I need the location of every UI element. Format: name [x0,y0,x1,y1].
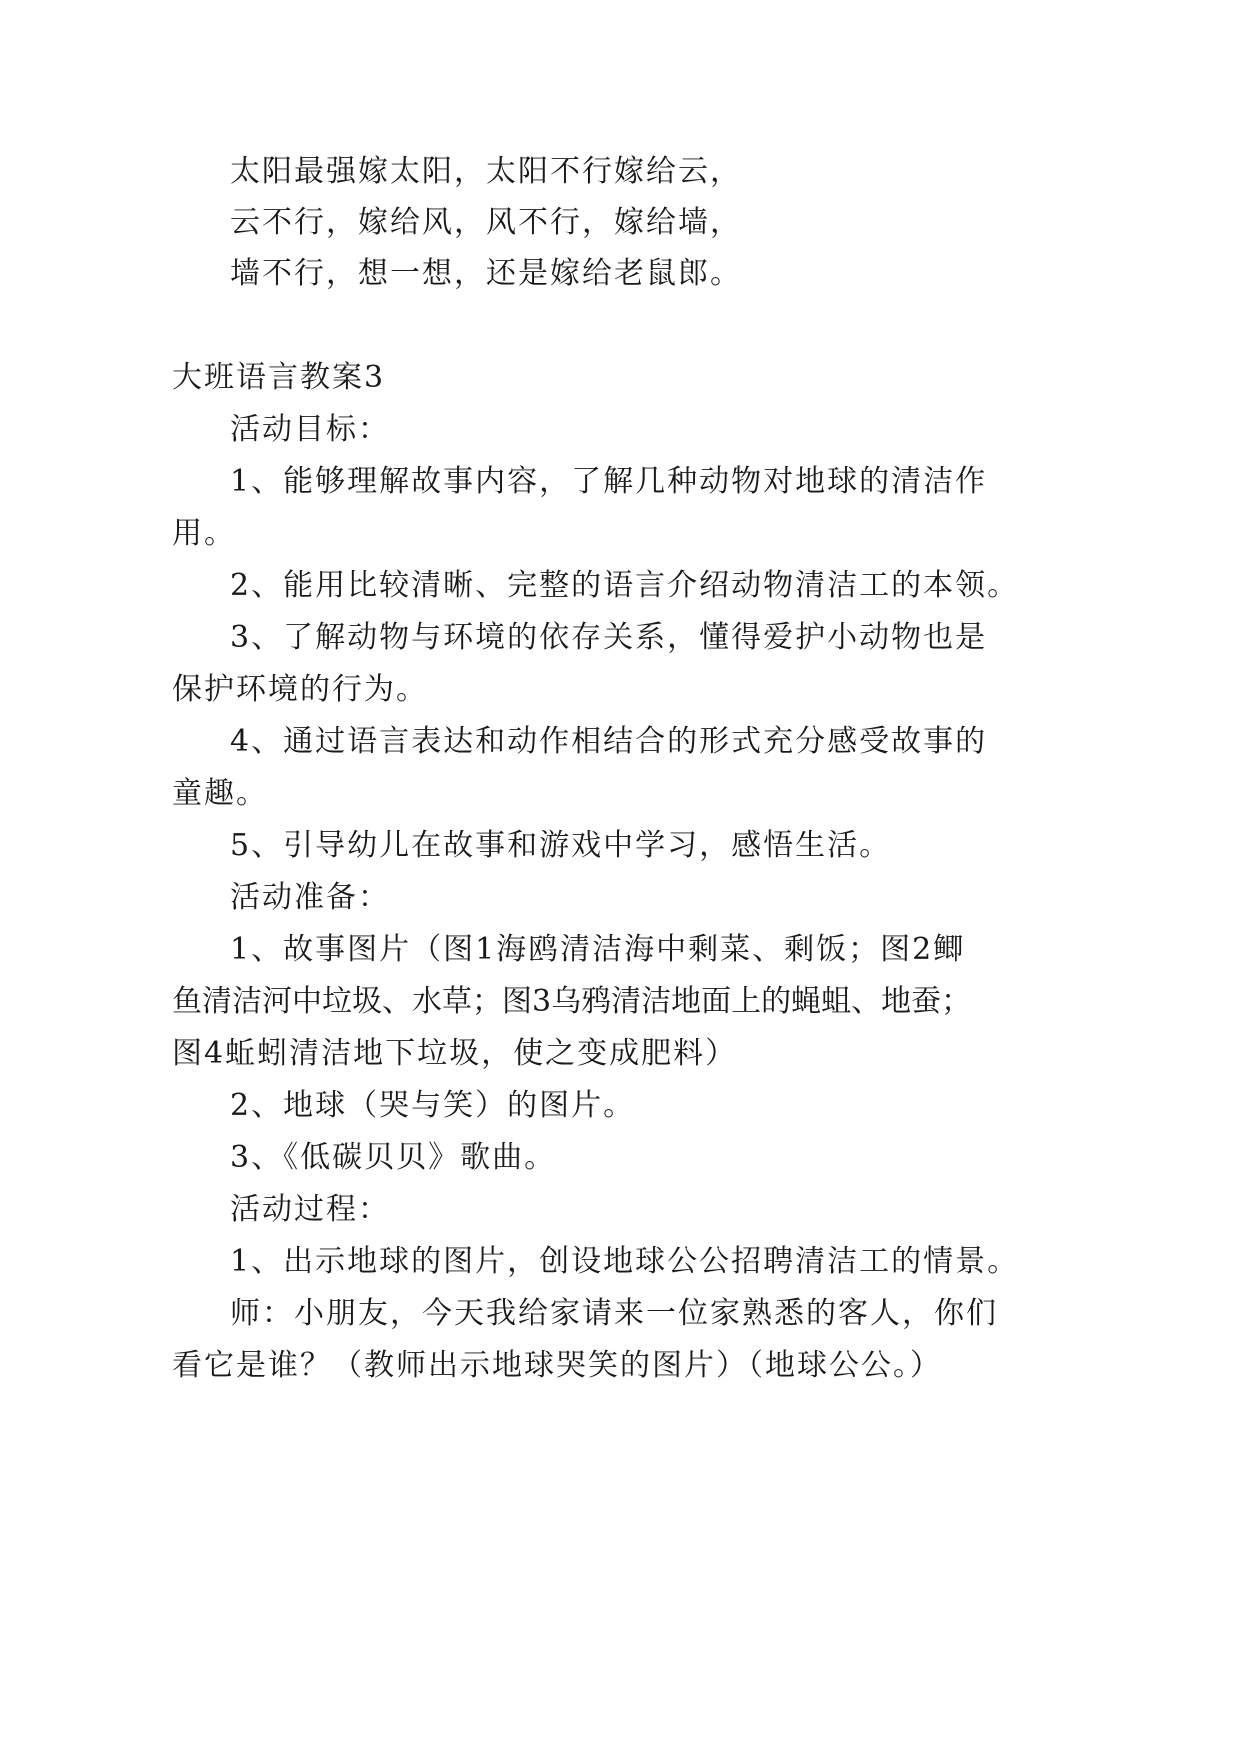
preparation-3: 3、《低碳贝贝》歌曲。 [230,1140,557,1175]
preparation-1-line-3: 图4蚯蚓清洁地下垃圾，使之变成肥料） [172,1036,738,1071]
teacher-line-2: 看它是谁？（教师出示地球哭笑的图片）（地球公公。） [172,1348,942,1383]
preparation-heading: 活动准备： [230,880,390,915]
goal-4-line-1: 4、通过语言表达和动作相结合的形式充分感受故事的 [230,724,988,759]
poem-line-1: 太阳最强嫁太阳，太阳不行嫁给云， [230,154,742,189]
goal-1-line-1: 1、能够理解故事内容，了解几种动物对地球的清洁作 [230,464,988,499]
goal-5: 5、引导幼儿在故事和游戏中学习，感悟生活。 [230,828,892,863]
goal-4-line-2: 童趣。 [172,776,268,811]
preparation-1-line-1: 1、故事图片（图1海鸥清洁海中剩菜、剩饭；图2鲫 [230,932,966,967]
process-1: 1、出示地球的图片，创设地球公公招聘清洁工的情景。 [230,1244,1020,1279]
goal-3-line-2: 保护环境的行为。 [172,672,428,707]
goals-heading: 活动目标： [230,412,390,447]
teacher-line-1: 师：小朋友，今天我给家请来一位家熟悉的客人，你们 [230,1296,998,1331]
goal-3-line-1: 3、了解动物与环境的依存关系，懂得爱护小动物也是 [230,620,988,655]
process-heading: 活动过程： [230,1192,390,1227]
preparation-2: 2、地球（哭与笑）的图片。 [230,1088,636,1123]
goal-2: 2、能用比较清晰、完整的语言介绍动物清洁工的本领。 [230,568,1020,603]
preparation-1-line-2: 鱼清洁河中垃圾、水草；图3乌鸦清洁地面上的蝇蛆、地蚕； [172,984,972,1019]
poem-line-2: 云不行，嫁给风，风不行，嫁给墙， [230,205,742,240]
goal-1-line-2: 用。 [172,516,236,551]
poem-line-3: 墙不行，想一想，还是嫁给老鼠郎。 [230,256,742,291]
section-title: 大班语言教案3 [172,360,386,395]
